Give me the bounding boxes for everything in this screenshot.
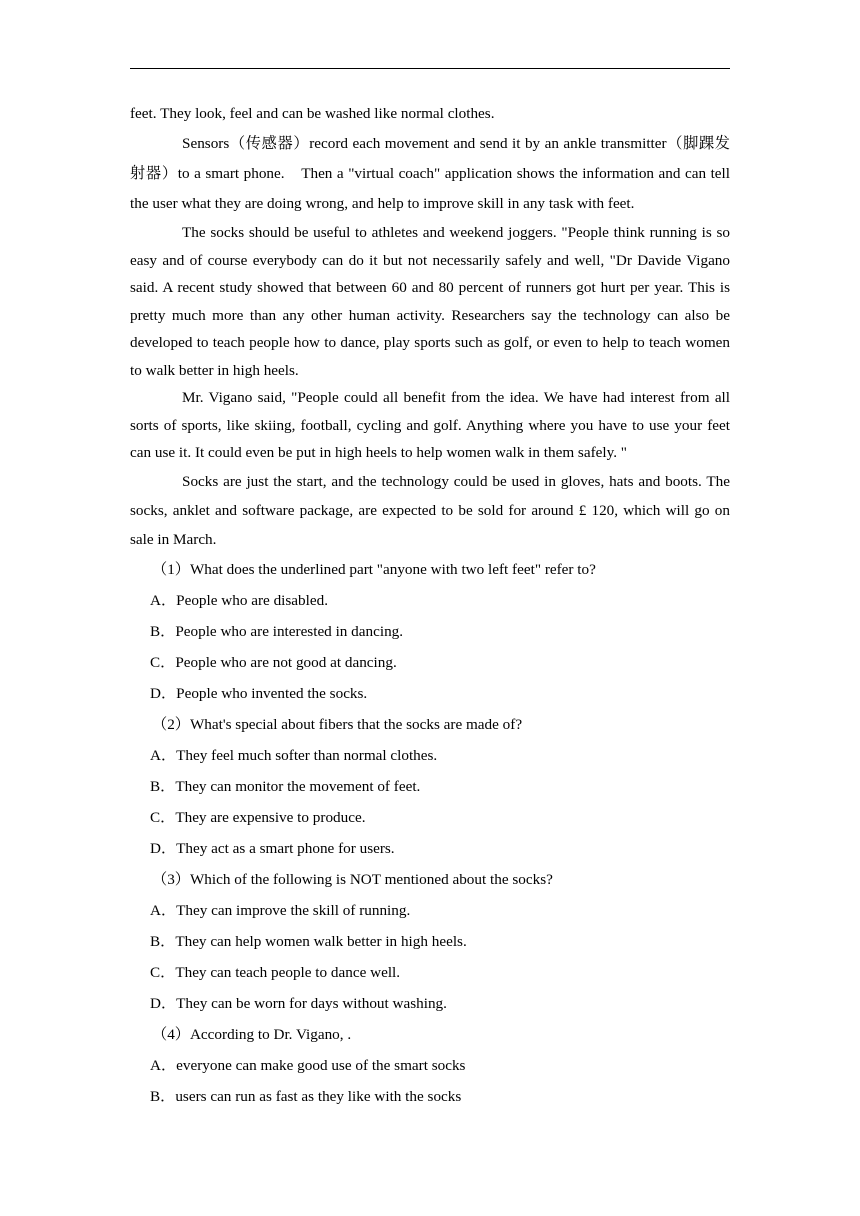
option-b: B．They can help women walk better in high heels. <box>150 932 467 950</box>
option-c: C．They can teach people to dance well. <box>150 963 401 981</box>
passage-paragraph-1: feet. They look, feel and can be washed like normal clothes. <box>130 105 495 122</box>
passage-paragraph-4: Mr. Vigano said, "People could all benefit from the idea. We have had interest from all sorts of sports, like skiing, football, cycling and golf. Anything where you have to use your feet can use it. It could even be put in high heels to help women walk in them safely. " <box>130 389 730 461</box>
question-1 <box>130 554 730 709</box>
option-a: A．People who are disabled. <box>150 591 328 609</box>
option-d: D．They can be worn for days without washing. <box>150 994 447 1012</box>
option-c: C．People who are not good at dancing. <box>150 653 397 671</box>
option-d: D．People who invented the socks. <box>150 684 368 702</box>
passage-paragraph-3: The socks should be useful to athletes and weekend joggers. "People think running is so easy and of course everybody can do it but not necessarily safely and well, "Dr Davide Vigano said. A recent study showed that between 60 and 80 percent of runners got hurt per year. This is pretty much more than any other human activity. Researchers say the technology can also be developed to teach people how to dance, play sports such as golf, or even to help to teach women to walk better in high heels. <box>130 224 730 379</box>
option-a: A．They can improve the skill of running. <box>150 901 411 919</box>
document-body <box>130 99 730 1112</box>
question-stem: （1）What does the underlined part "anyone with two left feet" refer to? <box>152 560 596 578</box>
option-d: D．They act as a smart phone for users. <box>150 839 395 857</box>
option-a: A．everyone can make good use of the smart socks <box>150 1056 466 1074</box>
option-c: C．They are expensive to produce. <box>150 808 366 826</box>
question-list <box>130 554 730 1112</box>
question-3 <box>130 864 730 1019</box>
option-b: B．People who are interested in dancing. <box>150 622 404 640</box>
question-stem: （2）What's special about fibers that the socks are made of? <box>152 715 523 733</box>
question-stem: （4）According to Dr. Vigano, . <box>152 1025 352 1043</box>
question-2 <box>130 709 730 864</box>
question-4 <box>130 1019 730 1112</box>
option-a: A．They feel much softer than normal clothes. <box>150 746 438 764</box>
passage-paragraph-2: Sensors（传感器）record each movement and send it by an ankle transmitter（脚踝发射器）to a smart phone. Then a "virtual coach" application shows the information and can tell the user what they are doing wrong, and help to improve skill in any task with feet. <box>130 135 730 212</box>
passage-paragraph-5: Socks are just the start, and the technology could be used in gloves, hats and boots. The socks, anklet and software package, are expected to be sold for around £ 120, which will go on sale in March. <box>130 472 730 548</box>
option-b: B．users can run as fast as they like with the socks <box>150 1087 462 1105</box>
question-stem: （3）Which of the following is NOT mentioned about the socks? <box>152 870 553 888</box>
option-b: B．They can monitor the movement of feet. <box>150 777 421 795</box>
header-rule <box>130 68 730 69</box>
